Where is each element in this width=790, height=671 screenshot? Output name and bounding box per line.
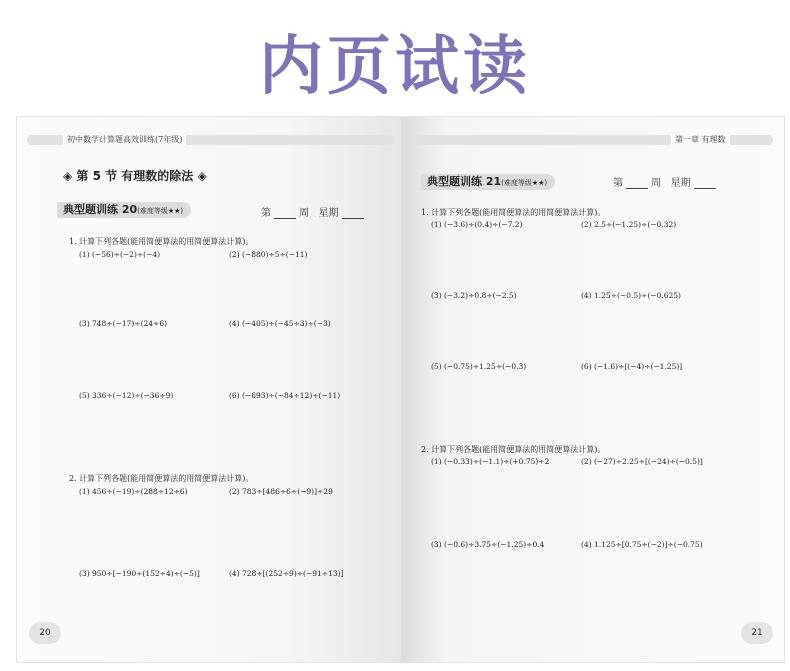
open-workbook [16, 116, 785, 663]
weekday-blank[interactable] [694, 179, 716, 189]
problem-item: (2) (−27)÷2.25÷[(−24)÷(−0.5)] [581, 457, 703, 466]
week-zhou-text: 周 [299, 208, 309, 219]
problem-item: (1) (−0.33)÷(−1.1)÷(+0.75)÷2 [431, 457, 550, 466]
question-2-instruction: 2. 计算下列各题(能用简便算法的用简便算法计算)。 [69, 474, 254, 483]
week-day-line [261, 204, 367, 219]
problem-item: (2) 2.5÷(−1.25)÷(−0.32) [581, 220, 677, 229]
banner-title: 内页试读 [259, 30, 531, 104]
question-1-instruction: 1. 计算下列各题(能用简便算法的用简便算法计算)。 [69, 237, 254, 246]
problem-item: (4) 1.125÷[0.75÷(−2)]÷(−0.75) [581, 540, 703, 549]
problem-item: (1) (−3.6)÷(0.4)÷(−7.2) [431, 220, 523, 229]
drill-name: 典型题训练 21 [427, 175, 502, 188]
week-blank[interactable] [626, 179, 648, 189]
problem-item: (3) (−0.6)÷3.75÷(−1.25)÷0.4 [431, 540, 545, 549]
page-number-right: 21 [741, 622, 773, 644]
drill-label-21 [421, 174, 555, 190]
problem-item: (3) 748÷(−17)÷(24÷6) [79, 319, 168, 328]
problem-item: (4) (−405)÷(−45÷3)÷(−3) [229, 319, 331, 328]
problem-item: (4) 1.25÷(−0.5)÷(−0.625) [581, 291, 681, 300]
week-zhou-text: 周 [651, 178, 661, 189]
page-number-left: 20 [29, 622, 61, 644]
right-running-header: 第一章 有理数 [671, 134, 730, 145]
left-running-header: 初中数学计算题高效训练(7年级) [63, 134, 186, 145]
week-day-line [613, 174, 719, 189]
problem-item: (6) (−693)÷(−84÷12)÷(−11) [229, 391, 341, 400]
week-di-text: 第 [613, 178, 623, 189]
question-1-instruction: 1. 计算下列各题(能用简便算法的用简便算法计算)。 [421, 208, 606, 217]
problem-item: (5) 336÷(−12)÷(−36÷9) [79, 391, 174, 400]
problem-item: (6) (−1.6)÷[(−4)÷(−1.25)] [581, 362, 683, 371]
drill-difficulty: (难度等级★★) [137, 207, 184, 215]
problem-item: (1) (−56)÷(−2)÷(−4) [79, 250, 161, 259]
weekday-blank[interactable] [342, 209, 364, 219]
right-page [401, 117, 784, 662]
drill-label-20 [57, 202, 191, 218]
drill-name: 典型题训练 20 [63, 203, 138, 216]
question-2-instruction: 2. 计算下列各题(能用简便算法的用简便算法计算)。 [421, 445, 606, 454]
problem-item: (5) (−0.75)÷1.25÷(−0.3) [431, 362, 527, 371]
problem-item: (1) 456÷(−19)÷(288÷12÷6) [79, 487, 188, 496]
problem-item: (2) (−880)÷5÷(−11) [229, 250, 308, 259]
week-blank[interactable] [274, 209, 296, 219]
problem-item: (2) 783÷[486÷6÷(−9)]÷29 [229, 487, 333, 496]
weekday-text: 星期 [670, 178, 691, 189]
week-di-text: 第 [261, 208, 271, 219]
problem-item: (3) (−3.2)÷0.8÷(−2.5) [431, 291, 517, 300]
problem-item: (4) 728÷[(252÷9)÷(−91÷13)] [229, 569, 344, 578]
drill-difficulty: (难度等级★★) [501, 179, 548, 187]
problem-item: (3) 950÷[−190÷(152÷4)÷(−5)] [79, 569, 200, 578]
weekday-text: 星期 [318, 208, 339, 219]
section-title: ◈ 第 5 节 有理数的除法 ◈ [63, 169, 207, 183]
left-page [17, 117, 401, 662]
